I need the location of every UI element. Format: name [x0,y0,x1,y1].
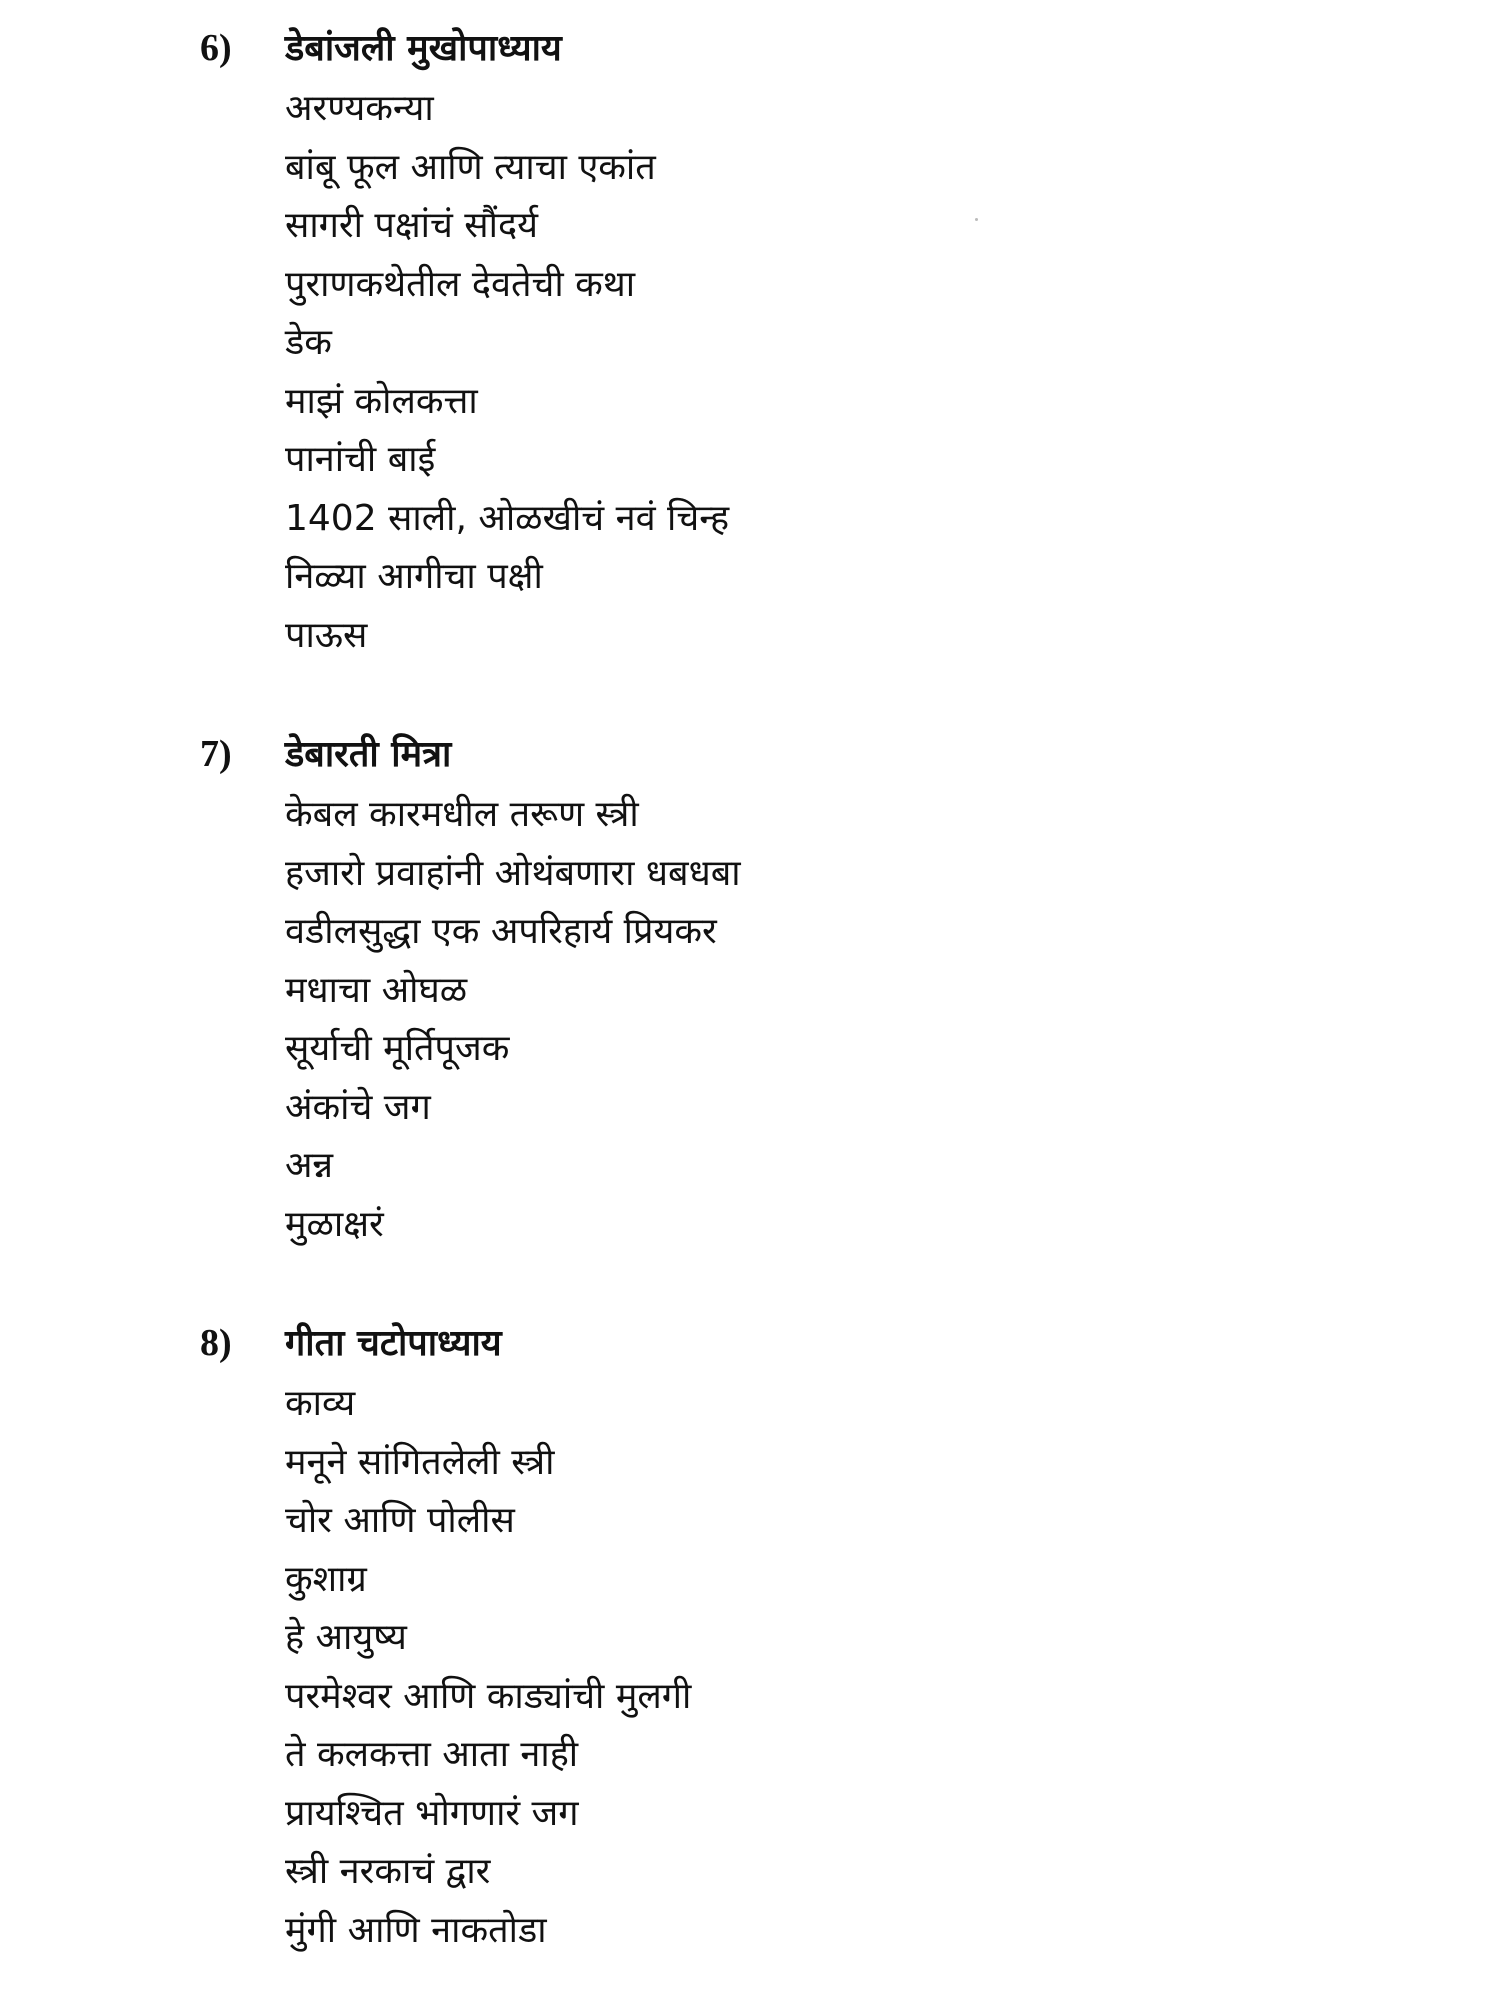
list-item: मुळाक्षरं [285,1203,384,1245]
list-item: माझं कोलकत्ता [285,380,478,422]
list-item: काव्य [285,1383,356,1424]
section-author: गीता चटोपाध्याय [285,1323,502,1364]
list-item: सूर्याची मूर्तिपूजक [285,1028,510,1069]
section-author: डेबांजली मुखोपाध्याय [285,28,562,69]
list-item: प्रायश्चित भोगणारं जग [285,1792,579,1834]
list-item: पाऊस [285,614,368,656]
section-number: 6) [200,27,232,69]
section-heading [200,22,1300,80]
list-item: मुंगी आणि नाकतोडा [285,1909,547,1951]
section-heading [200,1317,1300,1375]
section-number: 7) [200,733,232,775]
section-8 [200,1317,1300,1960]
list-item: परमेश्वर आणि काड्यांची मुलगी [285,1675,692,1717]
list-item: डेक [285,322,332,363]
list-item: कुशाग्र [285,1558,367,1600]
list-item: ते कलकत्ता आता नाही [285,1734,579,1775]
section-number: 8) [200,1322,232,1364]
list-item: हे आयुष्य [285,1617,407,1658]
section-7 [200,728,1300,1254]
list-item: बांबू फूल आणि त्याचा एकांत [285,146,656,188]
list-item: निळ्या आगीचा पक्षी [285,556,543,597]
list-item: सागरी पक्षांचं सौंदर्य [285,205,538,246]
title-list [200,1375,1300,1960]
list-item: अंकांचे जग [285,1086,431,1128]
list-item: स्त्री नरकाचं द्वार [285,1851,491,1892]
list-item: वडीलसुद्धा एक अपरिहार्य प्रियकर [285,911,717,952]
list-item: चोर आणि पोलीस [285,1500,515,1541]
title-list [200,80,1300,665]
list-item: केबल कारमधील तरूण स्त्री [285,794,639,835]
list-item: हजारो प्रवाहांनी ओथंबणारा धबधबा [285,852,741,894]
list-item: 1402 साली, ओळखीचं नवं चिन्ह [285,497,730,539]
list-item: अन्न [285,1145,334,1186]
section-heading [200,728,1300,786]
list-item: मधाचा ओघळ [285,969,468,1011]
list-item: पुराणकथेतील देवतेची कथा [285,263,636,305]
list-item: पानांची बाई [285,439,436,480]
title-list [200,786,1300,1254]
section-6 [200,22,1300,665]
section-author: डेबारती मित्रा [285,734,452,775]
list-item: मनूने सांगितलेली स्त्री [285,1441,555,1483]
list-item: अरण्यकन्या [285,88,434,129]
